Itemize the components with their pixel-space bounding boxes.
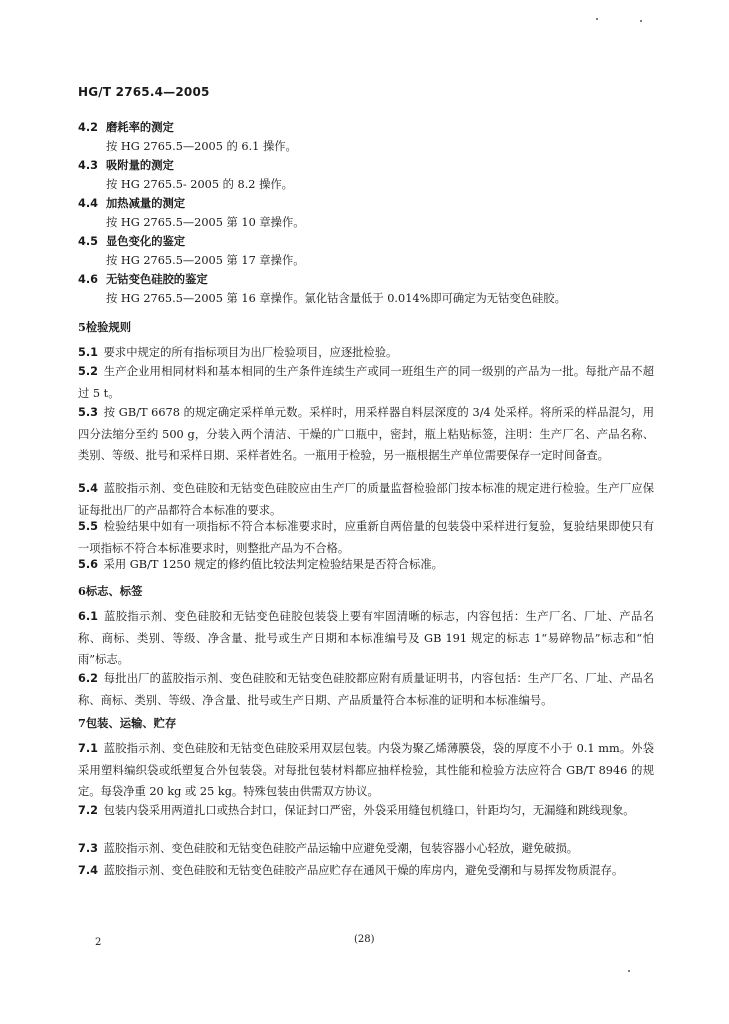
section-heading: 6标志、标签 (78, 584, 143, 598)
section-heading: 7包装、运输、贮存 (78, 716, 177, 730)
clause-paragraph: 6.1 蓝胶指示剂、变色硅胶和无钴变色硅胶包装袋上要有牢固清晰的标志，内容包括：生产厂名、厂址、产品名称、商标、类别、等级、净含量、批号或生产日期和本标准编号及 GB 191 规定的标志 1“易碎物品”标志和“怕雨”标志。 (78, 610, 654, 666)
clause-heading: 4.3 吸附量的测定 (78, 159, 174, 172)
page-number: 2 (95, 937, 102, 948)
clause-body: 按 HG 2765.5—2005 第 10 章操作。 (106, 216, 305, 229)
clause-heading: 4.6 无钴变色硅胶的鉴定 (78, 273, 208, 286)
clause-body: 按 HG 2765.5—2005 的 6.1 操作。 (106, 140, 297, 153)
clause-paragraph: 7.2 包装内袋采用两道扎口或热合封口，保证封口严密，外袋采用缝包机缝口，针距均匀，无漏缝和跳线现象。 (78, 804, 635, 817)
clause-body: 按 HG 2765.5—2005 第 16 章操作。氯化钴含量低于 0.014%即可确定为无钴变色硅胶。 (106, 292, 566, 305)
clause-paragraph: 7.3 蓝胶指示剂、变色硅胶和无钴变色硅胶产品运输中应避免受潮，包装容器小心轻放，避免破损。 (78, 842, 579, 855)
clause-paragraph: 5.2 生产企业用相同材料和基本相同的生产条件连续生产或同一班组生产的同一级别的产品为一批。每批产品不超过 5 t。 (78, 365, 654, 400)
clause-paragraph: 5.6 采用 GB/T 1250 规定的修约值比较法判定检验结果是否符合标准。 (78, 558, 443, 571)
section-heading: 5检验规则 (78, 320, 132, 334)
clause-body: 按 HG 2765.5- 2005 的 8.2 操作。 (106, 178, 293, 191)
clause-heading: 4.4 加热减量的测定 (78, 197, 186, 210)
clause-paragraph: 5.4 蓝胶指示剂、变色硅胶和无钴变色硅胶应由生产厂的质量监督检验部门按本标准的规定进行检验。生产厂应保证每批出厂的产品都符合本标准的要求。 (78, 482, 654, 517)
standard-code-header: HG/T 2765.4—2005 (78, 85, 210, 99)
clause-paragraph: 5.5 检验结果中如有一项指标不符合本标准要求时，应重新自两倍量的包装袋中采样进行复验，复验结果即使只有一项指标不符合本标准要求时，则整批产品为不合格。 (78, 520, 654, 555)
clause-paragraph: 7.1 蓝胶指示剂、变色硅胶和无钴变色硅胶采用双层包装。内袋为聚乙烯薄膜袋，袋的厚度不小于 0.1 mm。外袋采用塑料编织袋或纸塑复合外包装袋。对每批包装材料都应抽样检验，其性能和检验方法应符合 GB/T 8946 的规定。每袋净重 20 kg 或 25 kg。特殊包装由供需双方协议。 (78, 742, 655, 798)
clause-paragraph: 5.3 按 GB/T 6678 的规定确定采样单元数。采样时，用采样器自料层深度的 3/4 处采样。将所采的样品混匀，用四分法缩分至约 500 g，分装入两个清洁、干燥的广口瓶中，密封，瓶上粘贴标签，注明：生产厂名、产品名称、类别、等级、批号和采样日期、采样者姓名。一瓶用于检验，另一瓶根据生产单位需要保存一定时间备查。 (78, 406, 654, 462)
clause-heading: 4.5 显色变化的鉴定 (78, 235, 186, 248)
scan-speck (596, 18, 598, 20)
page-mark: (28) (354, 934, 375, 945)
clause-body: 按 HG 2765.5—2005 第 17 章操作。 (106, 254, 305, 267)
scan-speck (628, 970, 630, 972)
clause-paragraph: 6.2 每批出厂的蓝胶指示剂、变色硅胶和无钴变色硅胶都应附有质量证明书，内容包括：生产厂名、厂址、产品名称、商标、类别、等级、净含量、批号或生产日期、产品质量符合本标准的证明和本标准编号。 (78, 672, 654, 707)
clause-paragraph: 5.1 要求中规定的所有指标项目为出厂检验项目，应逐批检验。 (78, 346, 398, 359)
clause-paragraph: 7.4 蓝胶指示剂、变色硅胶和无钴变色硅胶产品应贮存在通风干燥的库房内，避免受潮和与易挥发物质混存。 (78, 864, 624, 877)
scan-speck (640, 20, 642, 22)
clause-heading: 4.2 磨耗率的测定 (78, 121, 174, 134)
